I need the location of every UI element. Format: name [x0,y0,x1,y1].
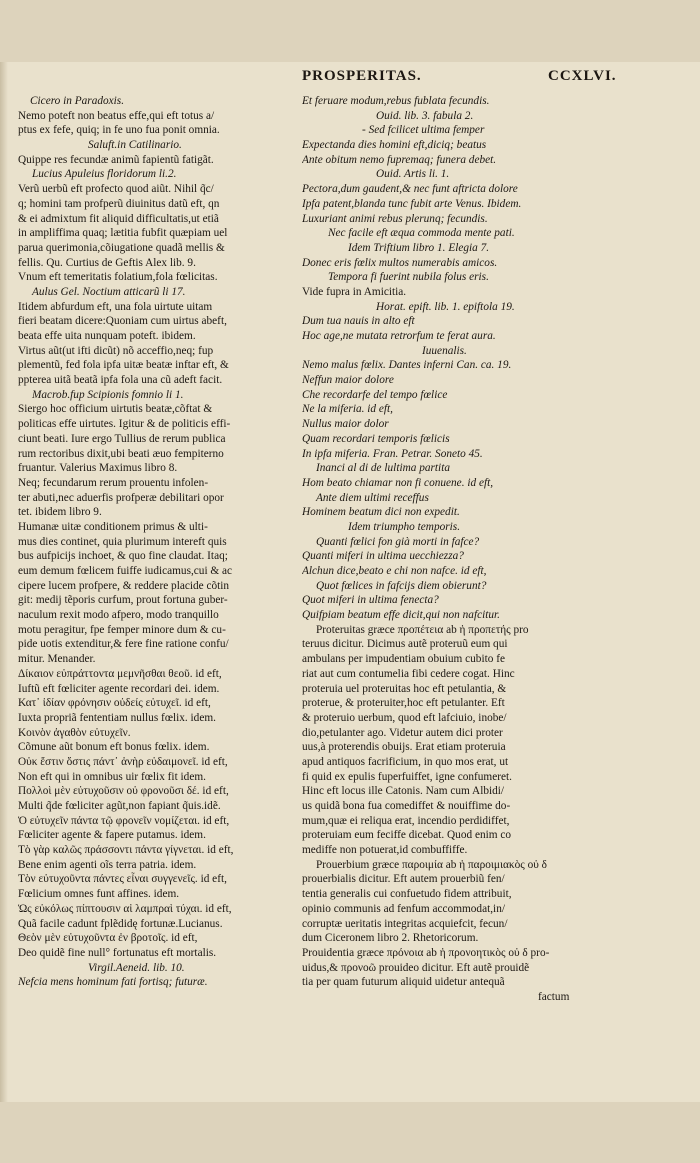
text-line: Θεὸν μὲν εὐτυχοῦντα ἐν βροτοῖς. id eft, [18,932,198,945]
text-line: Nec facile eft æqua commoda mente pati. [328,227,515,240]
text-line: Hominem beatum dici non expedit. [302,506,460,519]
text-line: Ὡς εὐκόλως πίπτουσιν αἱ λαμπραὶ τύχαι. id eft, [18,902,232,915]
text-line: Nullus maior dolor [302,418,389,431]
text-line: git: medij tẽporis curfum, prout fortuna guber- [18,594,228,607]
text-line: plementũ, fed fola ipfa uitæ beatæ inftar eft, & [18,359,229,372]
text-line: tet. ibidem libro 9. [18,506,102,519]
text-line: mediffe non potuerat,id combuffiffe. [302,844,468,857]
text-line: Κατ᾽ ἰδίαν φρόνησιν οὐδείς εὐτυχεῖ. id eft, [18,697,211,710]
text-line: corruptæ ueritatis integritas acquiefcit, fecun/ [302,917,508,930]
text-line: in ampliffima quaq; lætitia fubfit quæpiam uel [18,227,228,240]
text-line: Quam recordari temporis fœlicis [302,432,450,445]
text-line: Neffun maior dolore [302,374,394,387]
text-line: eum demum fœlicem fuiffe iudicamus,cui & ac [18,565,233,577]
text-line: fieri beatam dicere:Quoniam cum uirtus abeft, [18,315,227,328]
text-line: teruus dicitur. Dicimus autẽ proteruũ eum qui [302,638,508,651]
text-line: Fœlicium omnes funt affines. idem. [18,888,180,901]
text-line: Quifpiam beatum effe dicit,qui non nafcitur. [302,609,500,622]
text-line: uidus,& προνοῶ prouideo dicitur. Eft autẽ prouidẽ [302,961,530,974]
text-line: Hoc age,ne mutata retrorfum te ferat aura. [302,330,496,342]
text-line: Iuxta propriã fententiam nullus fœlix. idem. [18,711,216,724]
text-line: ciunt beati. Iure ergo Tullius de rerum publica [18,432,226,445]
left-column [18,94,288,990]
text-line: fruantur. Valerius Maximus libro 8. [18,462,178,475]
text-line: - Sed fcilicet ultima femper [362,124,485,137]
text-line: Quot miferi in ultima fenecta? [302,594,439,607]
text-line: Dum tua nauis in alto eft [302,315,415,328]
text-line: dum Ciceronem libro 2. Rhetoricorum. [302,932,479,945]
text-line: Ipfa patent,blanda tunc fubit arte Venus. Ibidem. [302,197,522,210]
text-line: opinio communis ad fenfum accommodat,in/ [302,902,505,915]
text-line: bus aufpicijs inchoet, & quo fine claudat. Itaq; [18,550,228,563]
text-line: Cõmune aũt bonum eft bonus fœlix. idem. [18,741,210,754]
text-line: Ὁ εὐτυχεῖν πάντα τῷ φρονεῖν νομίζεται. id eft, [18,814,230,827]
text-line: Alchun dice,beato e chi non nafce. id eft, [302,565,487,577]
text-line: tentia generalis cui confuetudo fidem attribuit, [302,888,512,901]
text-line: Vide fupra in Amicitia. [302,285,407,298]
text-line: Aulus Gel. Noctium atticarũ li 17. [32,285,186,298]
text-line: Saluft.in Catilinario. [88,139,182,152]
text-line: ptus ex fefe, quiq; in fe uno fua ponit omnia. [18,124,220,137]
text-line: Prouidentia græce πρόνοια ab ἡ προνοητικὸς οὐ δ pro- [302,946,550,959]
text-line: Pectora,dum gaudent,& nec funt aftricta dolore [302,183,518,196]
text-line: Τὸν εὐτυχοῦντα πάντες εἶναι συγγενεῖς. id eft, [18,873,227,886]
text-line: Verũ uerbũ eft profecto quod aiũt. Nihil q̃c/ [18,183,214,196]
text-line: us quidã bona fua comediffet & nouiffime do- [302,800,511,812]
text-line: mus dies continet, quia plurimum intereft quis [18,535,227,548]
text-line: apud antiquos facrificium, in quo mos erat, ut [302,755,509,768]
text-line: Siergo hoc officium uirtutis beatæ,cõftat & [18,403,213,416]
text-line: Macrob.fup Scipionis fomnio li 1. [32,388,184,401]
text-line: Idem Triftium libro 1. Elegia 7. [348,241,490,254]
text-line: Luxuriant animi rebus plerunq; fecundis. [302,212,488,225]
text-line: Che recordarfe del tempo fœlice [302,388,448,401]
text-line: Virtus aũt(ut ifti dicũt) nõ acceffio,neq; fup [18,344,214,357]
text-line: ppterea uitã beatã ipfa fola una cũ adeft facit. [18,374,223,387]
text-line: Nemo poteft non beatus effe,qui eft totus a/ [18,109,215,122]
text-line: fi quid ex epulis fuperfuiffet, igne confumeret. [302,770,512,783]
text-line: Ne la miferia. id eft, [302,403,393,416]
text-line: Quanti fœlici fon già morti in fafce? [316,535,480,548]
text-line: Hinc eft locus ille Catonis. Nam cum Albidi/ [302,785,505,798]
text-line: Vnum eft temeritatis folatium,fola fœlicitas. [18,271,218,284]
text-line: Donec eris fœlix multos numerabis amicos. [302,256,498,269]
text-line: Ante diem ultimi receffus [316,491,429,504]
text-line: cipere lucem profpere, & reddere placide cõtin [18,579,230,592]
text-line: parua querimonia,cõiugatione quadã mellis & [18,241,225,254]
text-line: Iuuenalis. [422,344,467,357]
text-line: Τὸ γὰρ καλῶς πράσσοντι πάντα γίγνεται. id eft, [18,844,234,857]
text-line: Bene enim agenti oĩs terra patria. idem. [18,858,197,871]
text-line: Hom beato chiamar non fi conuene. id eft, [302,476,494,489]
text-line: Nemo malus fœlix. Dantes inferni Can. ca. 19. [302,359,512,372]
text-line: Ouid. Artis li. 1. [376,168,450,181]
text-line: Humanæ uitæ conditionem primus & ulti- [18,520,208,533]
text-line: Quippe res fecundæ animũ fapientũ fatigãt. [18,153,214,166]
folio-number: CCXLVI. [548,68,617,84]
text-line: proterue, & proteruiter,hoc eft petulanter. Eft [302,697,505,710]
page-header [0,62,700,92]
text-line: proteruia uel proteruitas hoc eft petulantia, & [302,682,507,695]
binding-shadow [0,62,8,1102]
text-line: Ouid. lib. 3. fabula 2. [376,109,474,122]
text-line: Virgil.Aeneid. lib. 10. [88,961,185,974]
text-line: Lucius Apuleius floridorum li.2. [32,168,177,181]
text-line: beata effe uita nunquam poteft. ibidem. [18,330,196,342]
text-line: dio,petulanter ago. Videtur autem dici proter [302,726,503,739]
text-line: riat aut cum contumelia fibi cedere cogat. Hinc [302,667,515,680]
text-line: Horat. epift. lib. 1. epiftola 19. [376,300,515,313]
text-line: ambulans per impudentiam obuium cubito fe [302,653,505,666]
text-line: Cicero in Paradoxis. [30,95,125,107]
running-head: PROSPERITAS. [302,68,422,84]
text-line: Quanti miferi in ultima uecchiezza? [302,550,464,563]
text-line: Nefcia mens hominum fati fortisq; futuræ. [18,976,208,989]
text-line: Ante obitum nemo fupremaq; funera debet. [302,153,497,166]
text-line: Δίκαιον εὐπράττοντα μεμνῆσθαι θεοῦ. id eft, [18,667,222,680]
text-line: Quã facile cadunt fplẽdidę fortunæ.Lucianus. [18,917,223,930]
text-line: Prouerbium græce παροιμία ab ἡ παροιμιακὸς οὐ δ [316,858,547,871]
text-line: tia per quam futurum aliquid uidetur antequã [302,976,505,989]
text-line: Quot fœlices in fafcijs diem obierunt? [316,579,487,592]
text-line: rum rectoribus dixit,ubi beati æuo fempiterno [18,447,224,460]
text-line: Fœliciter agente & fapere putamus. idem. [18,829,206,842]
text-line: factum [538,990,570,1003]
text-line: Neq; fecundarum rerum prouentu infolen- [18,476,209,489]
text-line: Πολλοὶ μὲν εὐτυχοῦσιν οὐ φρονοῦσι δέ. id eft, [18,785,229,798]
text-line: Expectanda dies homini eft,diciq; beatus [302,139,487,152]
text-line: Tempora fi fuerint nubila folus eris. [328,271,489,284]
right-column [302,94,572,1005]
text-line: Non eft qui in omnibus uir fœlix fit idem. [18,770,206,783]
text-line: Proteruitas græce προπέτεια ab ἡ προπετής pro [316,623,529,636]
text-line: politicas effe uirtutes. Igitur & de politicis effi- [18,418,231,431]
text-line: naculum rexit modo afpero, modo tranquillo [18,609,219,622]
text-line: Multi q̃de fœliciter agũt,non fapiant q̃uis.idẽ. [18,800,221,812]
text-line: & ei admixtum fit aliquid difficultatis,ut etiã [18,212,219,225]
text-line: proteruiam eum feciffe dicebat. Quod enim co [302,829,512,842]
text-line: uus,à proterendis obuijs. Erat etiam proteruia [302,741,506,754]
text-line: fellis. Qu. Curtius de Geftis Alex lib. 9. [18,256,196,269]
text-line: Οὐκ ἔστιν ὅστις πάντ᾽ ἀνὴρ εὐδαιμονεῖ. id eft, [18,755,228,768]
text-line: Itidem abfurdum eft, una fola uirtute uitam [18,300,213,313]
text-line: Inanci al di de lultima partita [316,462,450,475]
text-line: q; homini tam profperũ diuinitus datũ eft, qn [18,197,220,210]
text-line: In ipfa miferia. Fran. Petrar. Soneto 45. [302,447,483,460]
text-line: Idem triumpho temporis. [348,520,461,533]
text-line: prouerbialis dicitur. Eft autem prouerbiũ fen/ [302,873,505,886]
text-line: Et feruare modum,rebus fublata fecundis. [302,95,490,107]
text-line: Iuftũ eft fœliciter agente recordari dei. idem. [18,682,220,695]
text-line: Κοινὸν ἀγαθὸν εὐτυχεῖν. [18,726,131,739]
text-line: Deo quidẽ fine null° fortunatus eft mortalis. [18,946,217,959]
text-line: ter abuti,nec aduerfis profperæ debilitari opor [18,491,224,504]
text-line: mitur. Menander. [18,653,96,666]
text-line: mum,quæ ei reliqua erat, incendio perdidiffet, [302,814,510,827]
text-line: & proteruio uerbum, quod eft lafciuio, inobe/ [302,711,507,724]
text-line: motu peragitur, fpe femper minore dum & cu- [18,623,226,636]
text-line: pide uotis extenditur,& fere fine ratione confu/ [18,638,229,651]
